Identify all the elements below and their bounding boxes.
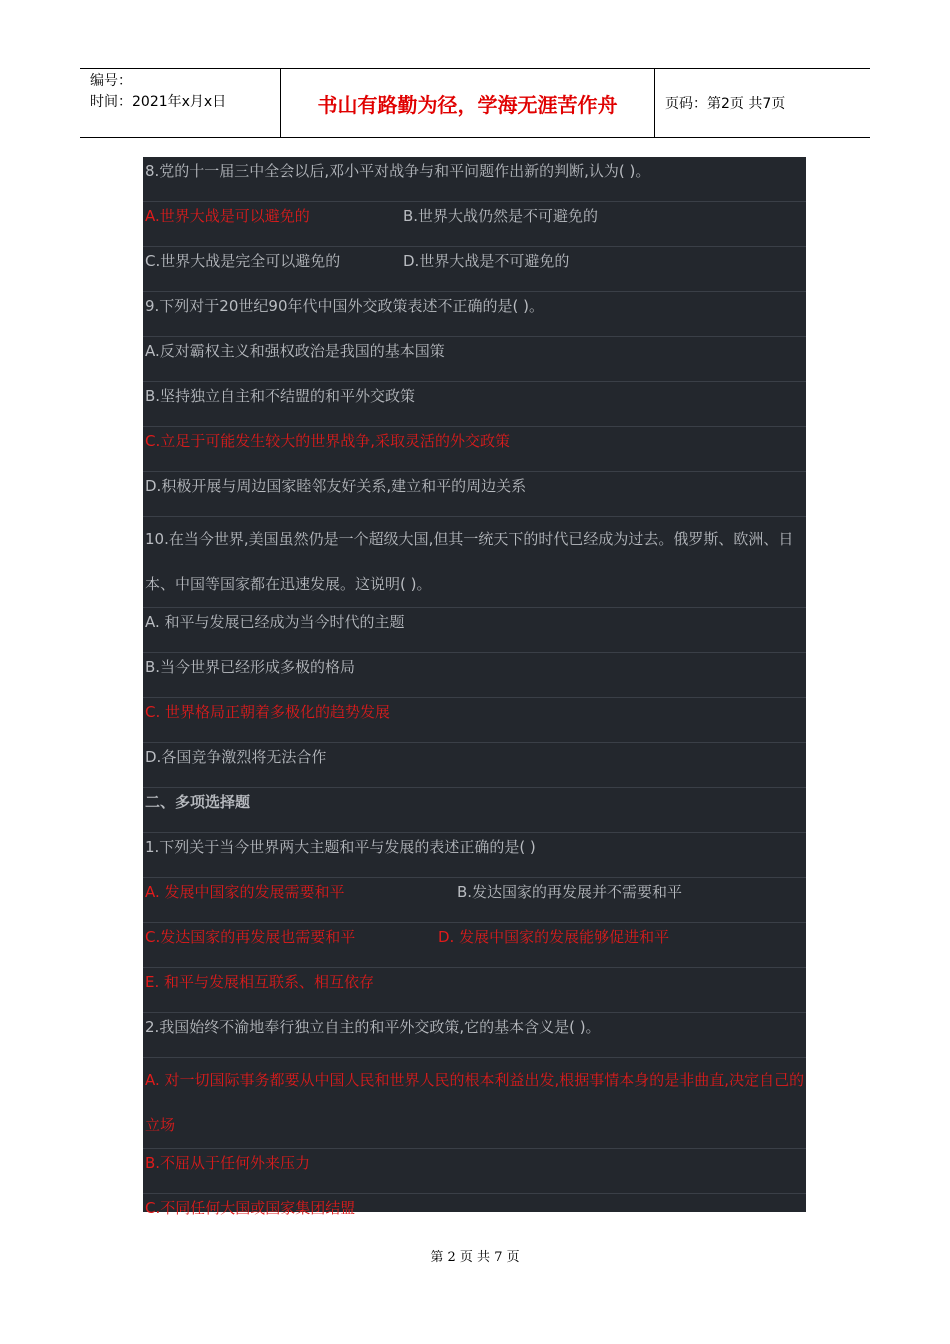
q10-option-a: A. 和平与发展已经成为当今时代的主题	[143, 608, 806, 653]
time-label: 时间：2021年x月x日	[90, 94, 227, 110]
m2-stem: 2.我国始终不渝地奉行独立自主的和平外交政策,它的基本含义是( )。	[143, 1013, 806, 1058]
q8-options-ab	[143, 202, 806, 247]
m1-option-d: D. 发展中国家的发展能够促进和平	[438, 928, 670, 946]
q9-option-a: A.反对霸权主义和强权政治是我国的基本国策	[143, 337, 806, 382]
q10-option-c: C. 世界格局正朝着多极化的趋势发展	[143, 698, 806, 743]
q8-option-d: D.世界大战是不可避免的	[403, 252, 570, 270]
q8-option-b: B.世界大战仍然是不可避免的	[403, 207, 599, 225]
page-info: 页码：第2页 共7页	[665, 96, 786, 112]
m1-options-cd	[143, 923, 806, 968]
motto: 书山有路勤为径，学海无涯苦作舟	[281, 69, 655, 137]
m2-option-a: A. 对一切国际事务都要从中国人民和世界人民的根本利益出发,根据事情本身的是非曲直,决定自己的立场	[143, 1058, 806, 1149]
m1-option-a: A. 发展中国家的发展需要和平	[145, 883, 345, 901]
m2-option-c: C.不同任何大国或国家集团结盟	[145, 1199, 356, 1217]
m1-option-c: C.发达国家的再发展也需要和平	[145, 928, 356, 946]
q10-stem: 10.在当今世界,美国虽然仍是一个超级大国,但其一统天下的时代已经成为过去。俄罗斯、欧洲、日本、中国等国家都在迅速发展。这说明( )。	[143, 517, 806, 608]
q9-option-b: B.坚持独立自主和不结盟的和平外交政策	[143, 382, 806, 427]
q8-option-c: C.世界大战是完全可以避免的	[145, 252, 341, 270]
m1-stem: 1.下列关于当今世界两大主题和平与发展的表述正确的是( )	[143, 833, 806, 878]
number-label: 编号：	[90, 73, 132, 89]
q8-option-a: A.世界大战是可以避免的	[145, 207, 310, 225]
q10-option-b: B.当今世界已经形成多极的格局	[143, 653, 806, 698]
q8-options-cd	[143, 247, 806, 292]
q9-stem: 9.下列对于20世纪90年代中国外交政策表述不正确的是( )。	[143, 292, 806, 337]
q8-stem: 8.党的十一届三中全会以后,邓小平对战争与和平问题作出新的判断,认为( )。	[143, 157, 806, 202]
m2-option-c-container	[143, 1194, 806, 1217]
page-footer: 第 2 页 共 7 页	[430, 1250, 520, 1265]
q10-option-d: D.各国竞争激烈将无法合作	[143, 743, 806, 788]
page-header	[80, 68, 870, 138]
m1-option-e: E. 和平与发展相互联系、相互依存	[143, 968, 806, 1013]
section-title-multiple-choice: 二、多项选择题	[143, 788, 806, 833]
q9-option-d: D.积极开展与周边国家睦邻友好关系,建立和平的周边关系	[143, 472, 806, 517]
question-panel	[143, 157, 806, 1217]
m1-options-ab	[143, 878, 806, 923]
header-meta	[80, 69, 281, 137]
q9-option-c: C.立足于可能发生较大的世界战争,采取灵活的外交政策	[143, 427, 806, 472]
m1-option-b: B.发达国家的再发展并不需要和平	[457, 883, 683, 901]
m2-option-b: B.不屈从于任何外来压力	[143, 1149, 806, 1194]
